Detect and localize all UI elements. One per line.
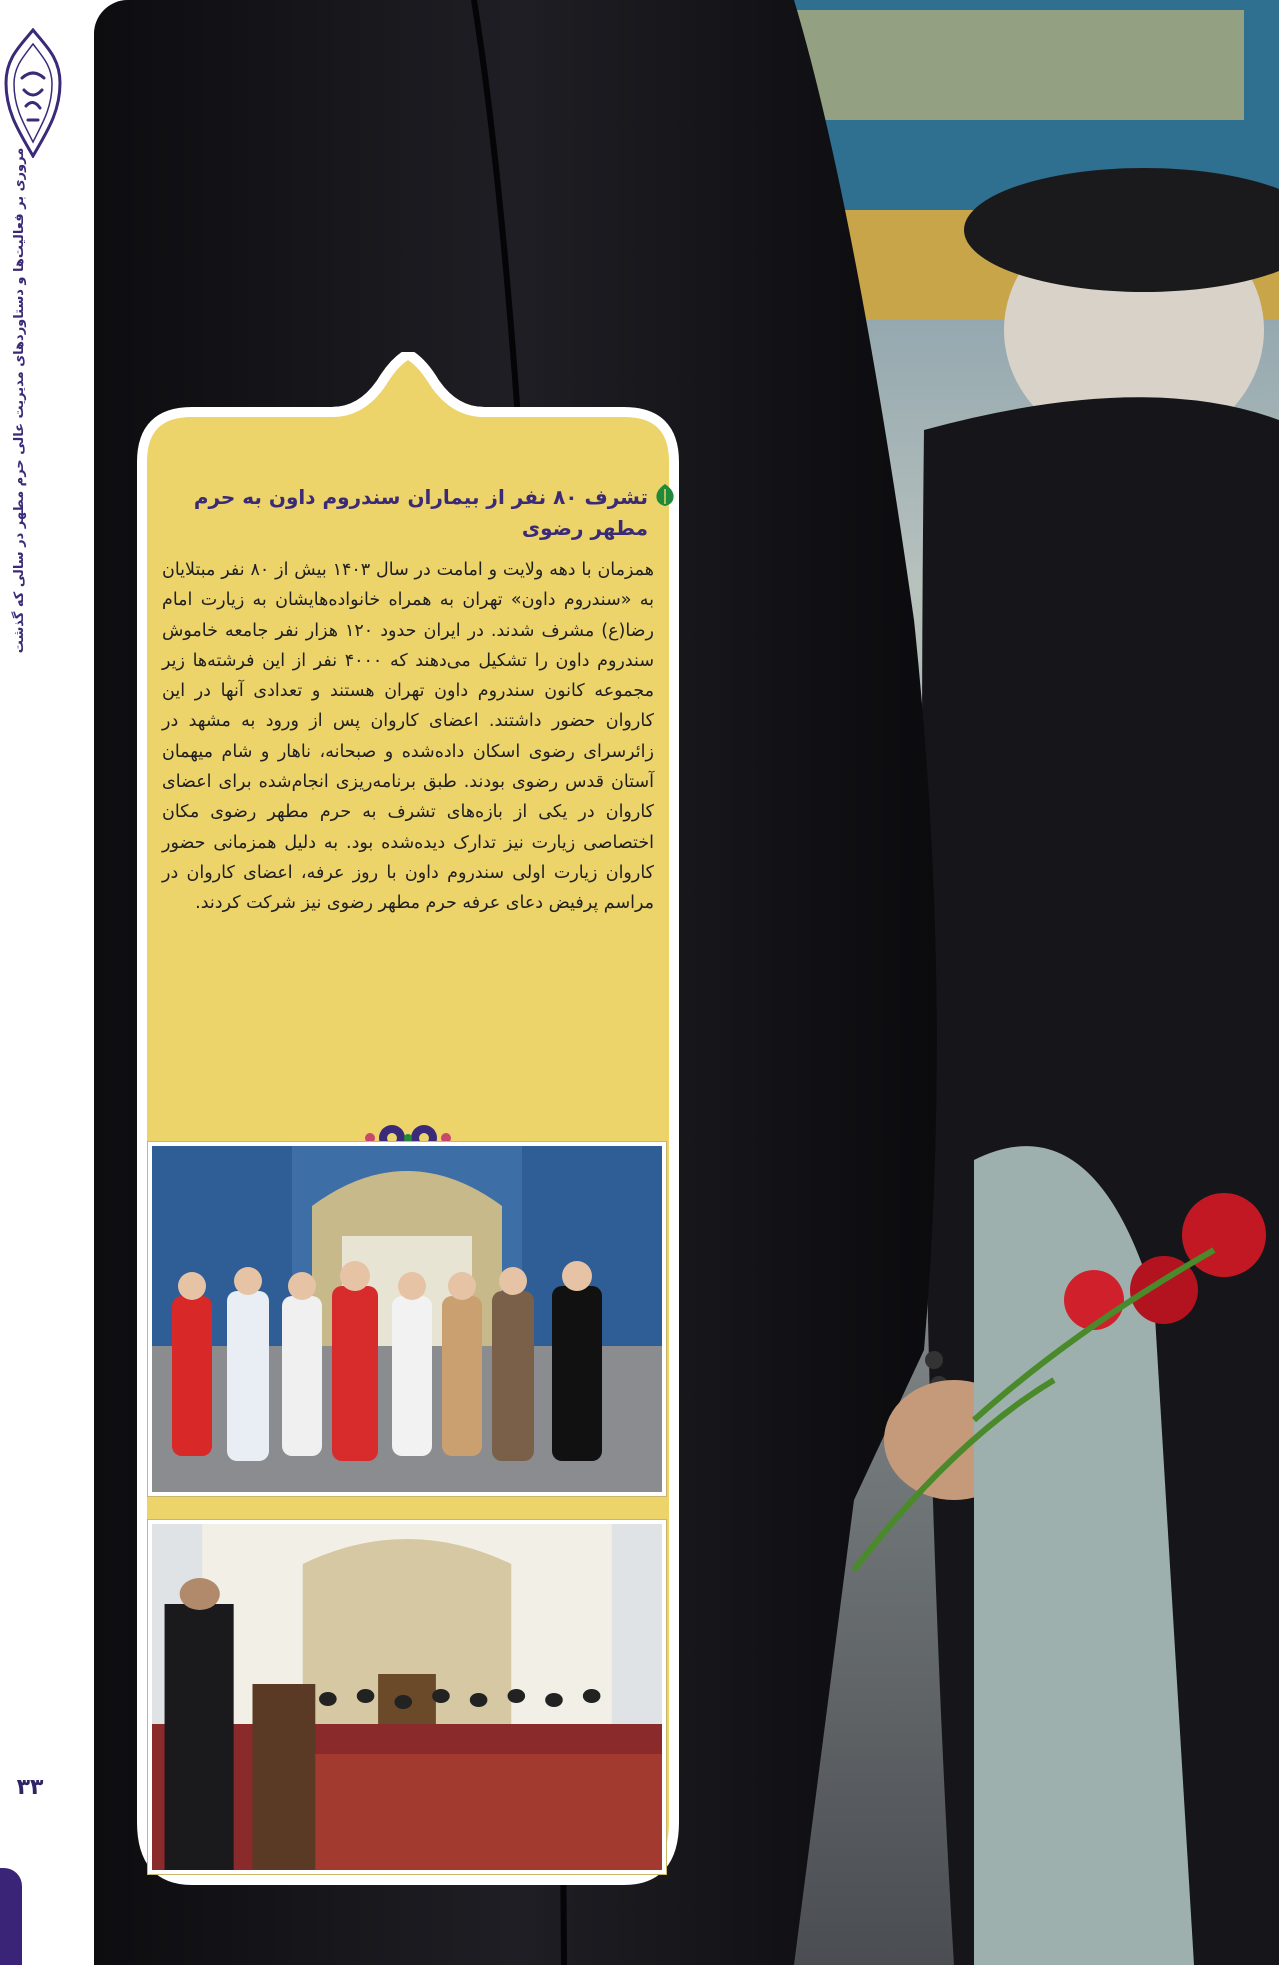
group-photo [148,1142,666,1496]
purple-accent-bar [0,1868,22,1965]
article-title: تشرف ۸۰ نفر از بیماران سندروم داون به حرم مطهر رضوی [193,485,648,540]
article-body: همزمان با دهه ولایت و امامت در سال ۱۴۰۳ بیش از ۸۰ نفر مبتلایان به «سندروم داون» تهران به همراه خانواده‌هایشان به زیارت امام رضا(ع) مشرف شدند. در ایران حدود ۱۲۰ هزار نفر جامعه خاموش سندروم داون را تشکیل می‌دهند که ۴۰۰۰ نفر از این فرشته‌ها زیر مجموعه کانون سندروم داون تهران هستند و تعدادی آنها در این کاروان حضور داشتند. اعضای کاروان پس از ورود به مشهد در زائرسرای رضوی اسکان داده‌شده و صبحانه، ناهار و شام میهمان آستان قدس رضوی بودند. طبق برنامه‌ریزی انجام‌شده برای اعضای کاروان در یکی از بازه‌های تشرف به حرم مطهر رضوی مکان اختصاصی زیارت نیز تدارک دیده‌شده بود. به دلیل همزمانی حضور کاروان زیارت اولی سندروم داون با روز عرفه، اعضای کاروان در مراسم پرفیض دعای عرفه حرم مطهر رضوی نیز شرکت کردند. [162,560,655,914]
green-leaf-icon [654,483,676,507]
page-margin [0,0,94,1965]
side-caption-text: مروری بر فعالیت‌ها و دستاوردهای مدیریت عالی حرم مطهر در سالی که گذشت [12,147,28,653]
side-caption [0,147,40,653]
page-number: ۳۳ [16,1775,44,1800]
article-card [132,352,684,1890]
calligraphy-logo [2,28,64,158]
hall-photo [148,1520,666,1874]
